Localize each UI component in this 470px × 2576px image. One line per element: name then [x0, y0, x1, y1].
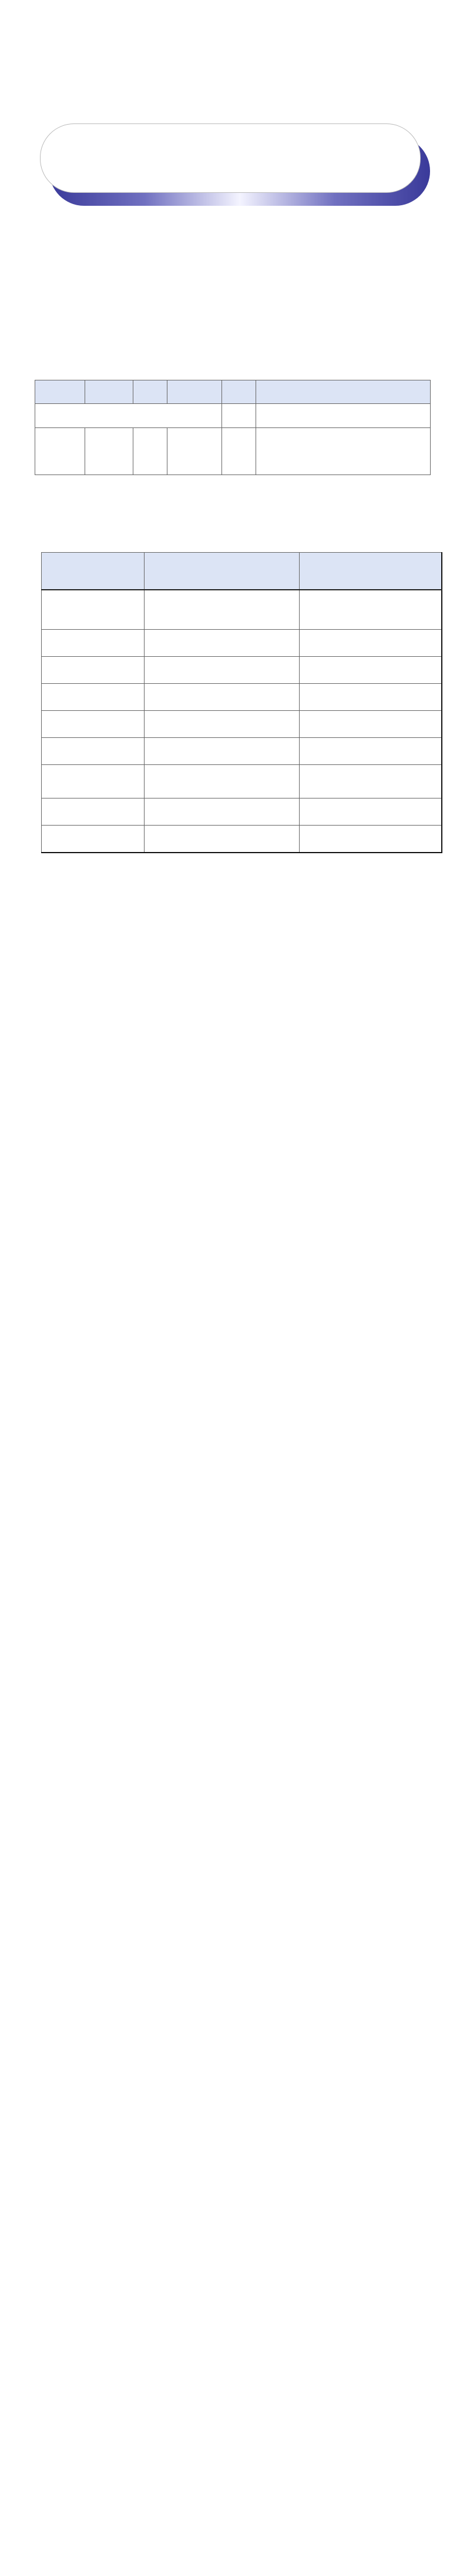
title-banner — [40, 123, 430, 206]
overview-table — [35, 380, 431, 475]
schedule-table — [41, 552, 442, 853]
banner-title-box — [40, 123, 421, 193]
